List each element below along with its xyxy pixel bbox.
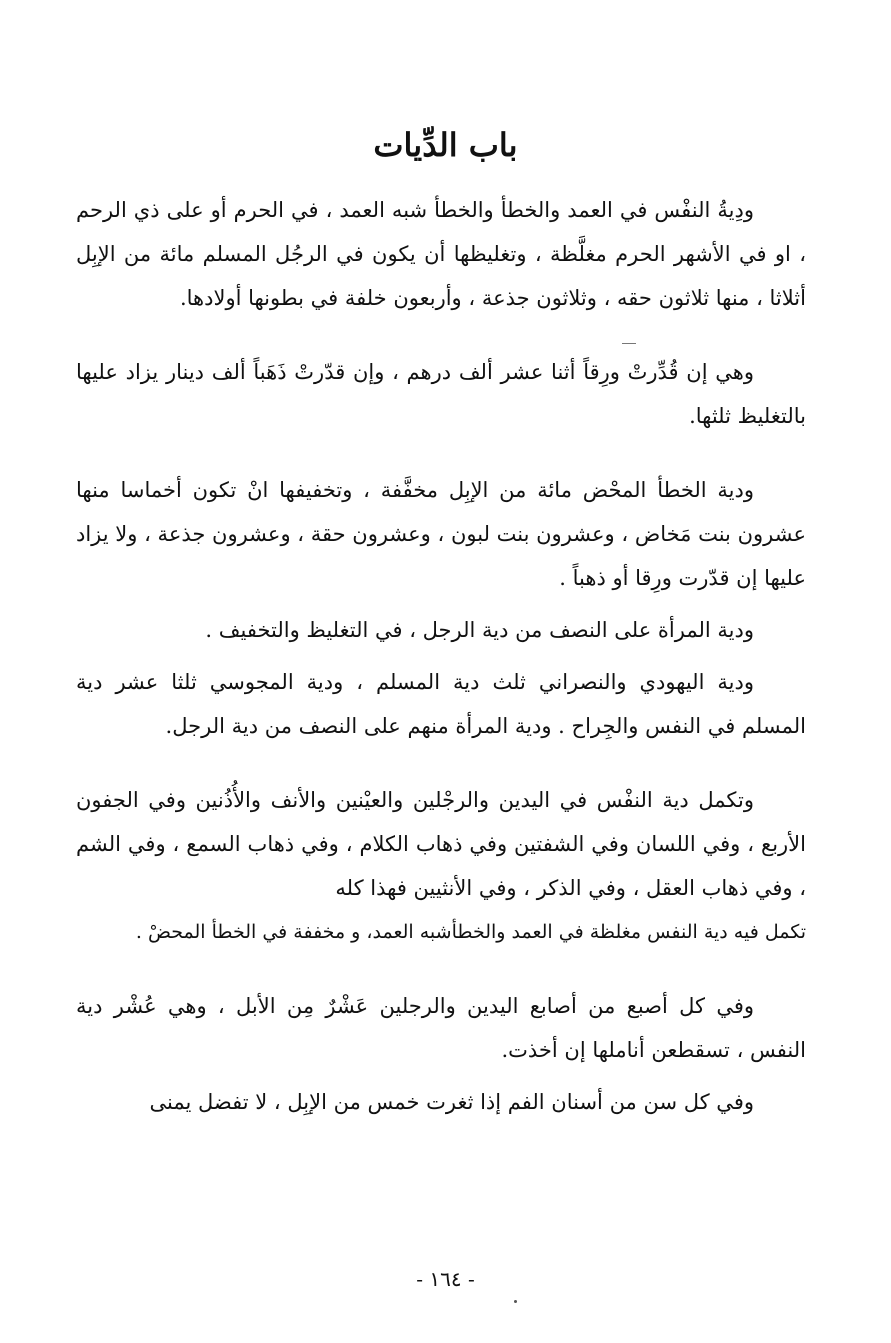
chapter-title: باب الدِّيات — [373, 126, 518, 164]
paragraph-7: وفي كل أصبع من أصابع اليدين والرجلين عَشْرٌ مِن الأبل ، وهي عُشْر دية النفس ، تسقطعن أناملها إن أخذت. — [76, 994, 806, 1062]
paragraph-2: وهي إن قُدِّرتْ ورِقاً أثنا عشر ألف درهم ، وإن قدّرتْ ذَهَباً ألف دينار يزاد عليها بالتغليظ ثلثها. — [76, 360, 806, 428]
scan-mark — [622, 343, 636, 344]
paragraph-4: ودية المرأة على النصف من دية الرجل ، في التغليظ والتخفيف . — [205, 618, 754, 642]
body-text — [76, 188, 806, 1124]
paragraph-6-continued: تكمل فيه دية النفس مغلظة في العمد والخطأشبه العمد، و مخففة في الخطأ المحضْ . — [135, 921, 806, 943]
paragraph-6: وتكمل دية النفْس في اليدين والرجْلين والعيْنين والأنف والأُذُنين وفي الجفون الأربع ، وفي اللسان وفي الشفتين وفي ذهاب الكلام ، وفي ذهاب السمع ، وفي الشم ، وفي ذهاب العقل ، وفي الذكر ، وفي الأنثيين فهذا كله — [76, 788, 806, 900]
page-number: - ١٦٤ - — [416, 1267, 475, 1291]
paragraph-8: وفي كل سن من أسنان الفم إذا ثغرت خمس من الإبِل ، لا تفضل يمنى — [149, 1090, 754, 1114]
scan-speck — [514, 1300, 517, 1303]
paragraph-3: ودية الخطأ المحْض مائة من الإبِل مخفَّفة ، وتخفيفها انْ تكون أخماسا منها عشرون بنت مَخاض ، وعشرون بنت لبون ، وعشرون حقة ، وعشرون جذعة ، ولا يزاد عليها إن قدّرت ورِقا أو ذهباً . — [76, 478, 806, 590]
paragraph-5: ودية اليهودي والنصراني ثلث دية المسلم ، ودية المجوسي ثلثا عشر دية المسلم في النفس والجِراح . ودية المرأة منهم على النصف من دية الرجل. — [76, 670, 806, 738]
paragraph-1: ودِيةُ النفْس في العمد والخطأ والخطأ شبه العمد ، في الحرم أو على ذي الرحم ، او في الأشهر الحرم مغلَّظة ، وتغليظها أن يكون في الرجُل المسلم مائة من الإبِل أثلاثا ، منها ثلاثون حقه ، وثلاثون جذعة ، وأربعون خلفة في بطونها أولادها. — [76, 198, 806, 310]
